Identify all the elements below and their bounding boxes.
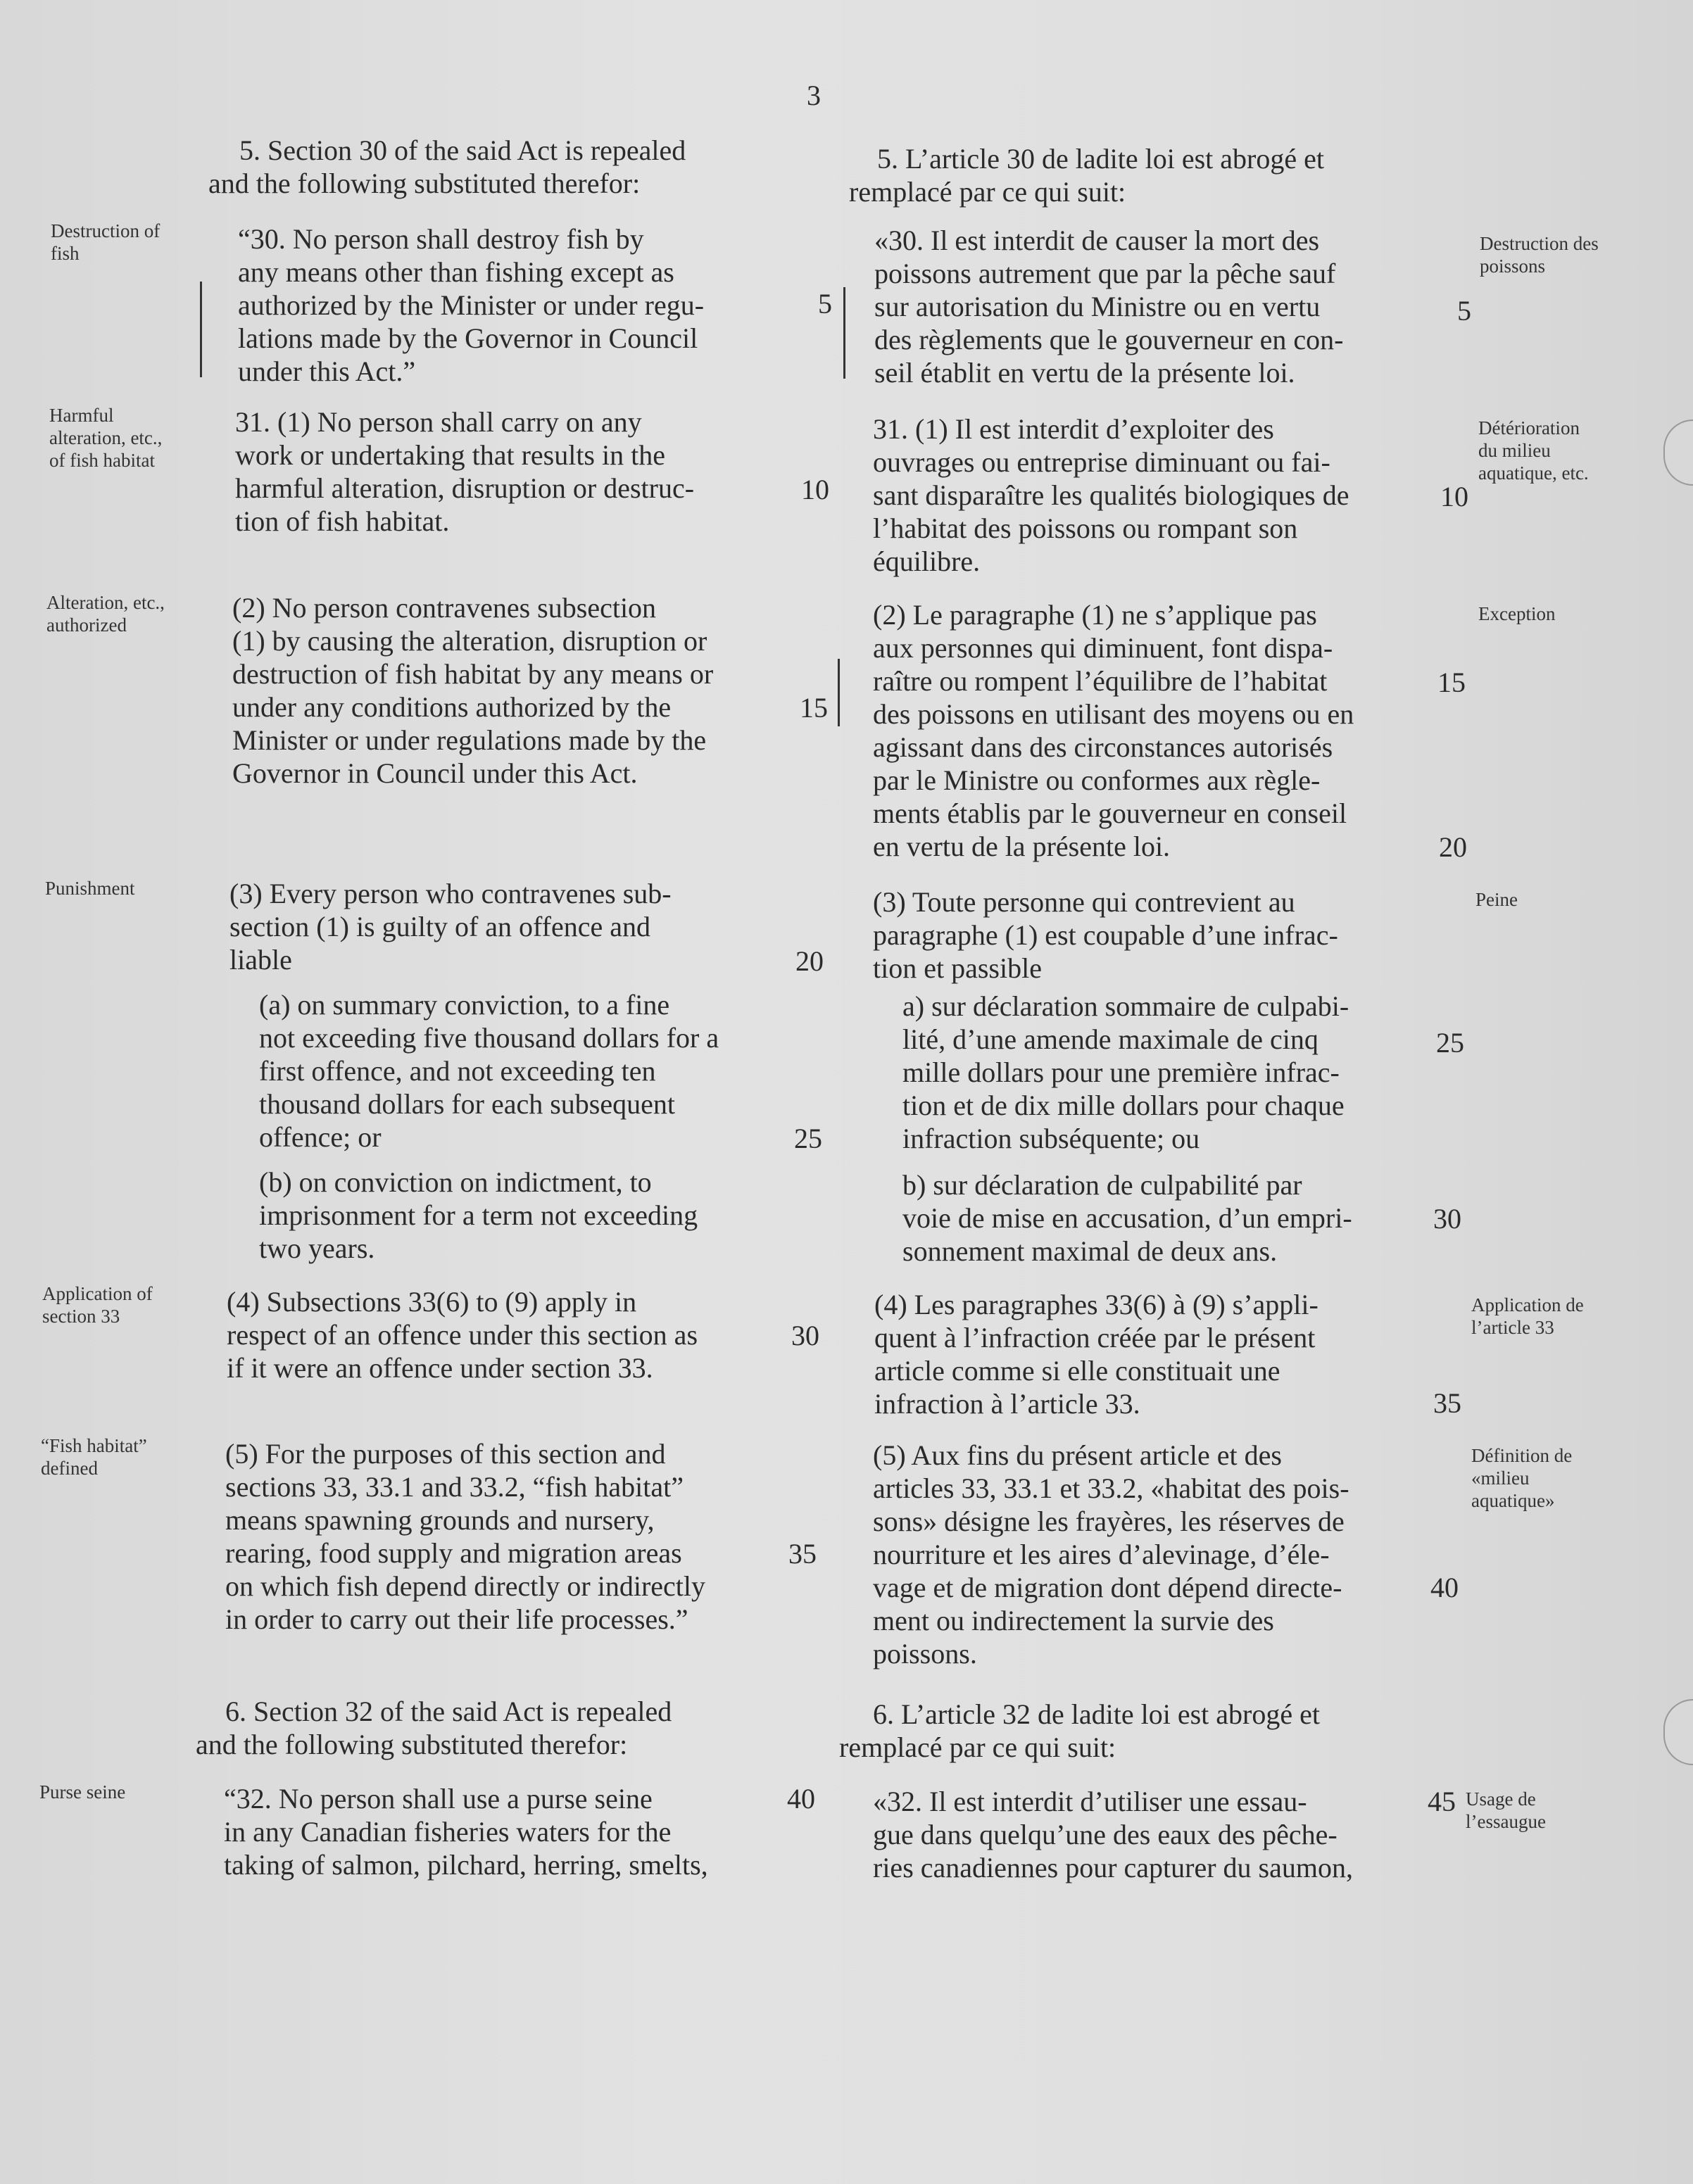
fr-intro-section-5-cont: remplacé par ce qui suit: (849, 176, 1126, 208)
revision-bar (200, 282, 202, 377)
line-number: 25 (794, 1123, 822, 1154)
line-number: 10 (801, 474, 829, 505)
fr-section-31-3b: b) sur déclaration de culpabilité par voie de mise en accusation, d’un empri- sonnement maximal de deux ans. (902, 1169, 1352, 1267)
en-intro-section-5-cont: and the following substituted therefor: (208, 168, 641, 199)
fr-intro-section-5: 5. L’article 30 de ladite loi est abrogé et (877, 143, 1324, 175)
line-number: 5 (1457, 295, 1471, 327)
margin-note-destruction-of-fish: Destruction of fish (51, 220, 161, 264)
line-number: 40 (1430, 1572, 1459, 1603)
fr-section-31-3: (3) Toute personne qui contrevient au paragraphe (1) est coupable d’une infrac- tion et passible (873, 886, 1338, 984)
page-number: 3 (807, 80, 821, 111)
fr-section-30: «30. Il est interdit de causer la mort des poissons autrement que par la pêche sauf sur autorisation du Ministre ou en vertu des règlements que le gouverneur en con- seil établit en vertu de la présente loi. (874, 225, 1344, 389)
en-section-31-3b: (b) on conviction on indictment, to imprisonment for a term not exceeding two years. (259, 1166, 698, 1264)
fr-section-31-1: 31. (1) Il est interdit d’exploiter des ouvrages ou entreprise diminuant ou fai- sant disparaître les qualités biologiques de l’habitat des poissons ou rompant son équilibre. (873, 413, 1349, 577)
margin-note-application-article-33: Application de l’article 33 (1471, 1294, 1584, 1338)
margin-note-deterioration: Détérioration du milieu aquatique, etc. (1478, 417, 1589, 484)
margin-note-usage-essaugue: Usage de l’essaugue (1466, 1788, 1546, 1832)
margin-note-harmful-alteration: Harmful alteration, etc., of fish habitat (49, 405, 163, 471)
margin-note-alteration-authorized: Alteration, etc., authorized (46, 592, 165, 636)
margin-note-fish-habitat-defined: “Fish habitat” defined (41, 1435, 147, 1479)
line-number: 30 (1433, 1203, 1461, 1235)
binder-ring-mark (1663, 1699, 1693, 1765)
en-section-31-3: (3) Every person who contravenes sub- section (1) is guilty of an offence and liable (229, 878, 672, 976)
margin-note-destruction-des-poissons: Destruction des poissons (1480, 233, 1599, 277)
line-number: 20 (795, 945, 824, 977)
revision-bar (838, 659, 840, 726)
margin-note-definition-milieu: Définition de «milieu aquatique» (1471, 1445, 1573, 1511)
line-number: 30 (791, 1320, 819, 1351)
margin-note-purse-seine: Purse seine (39, 1781, 126, 1803)
revision-bar (843, 287, 845, 379)
line-number: 25 (1436, 1027, 1464, 1059)
margin-note-application-of-section-33: Application of section 33 (42, 1283, 153, 1327)
en-section-31-4: (4) Subsections 33(6) to (9) apply in respect of an offence under this section as if it were an offence under section 33. (227, 1286, 698, 1384)
fr-section-31-3a: a) sur déclaration sommaire de culpabi- lité, d’une amende maximale de cinq mille dollars pour une première infrac- tion et de dix mille dollars pour chaque infraction subséquente; ou (902, 990, 1349, 1154)
en-section-30: “30. No person shall destroy fish by any means other than fishing except as authorized by the Minister or under regu- lations made by the Governor in Council under this Act.” (238, 223, 705, 387)
en-section-31-5: (5) For the purposes of this section and sections 33, 33.1 and 33.2, “fish habitat” means spawning grounds and nursery, rearing, food supply and migration areas on which fish depend directly or indirectly in order to carry out their life processes.” (225, 1438, 706, 1635)
line-number: 15 (800, 692, 828, 724)
margin-note-peine: Peine (1475, 889, 1518, 910)
line-number: 40 (787, 1783, 815, 1814)
line-number: 35 (1433, 1387, 1461, 1419)
binder-ring-mark (1663, 419, 1693, 486)
en-intro-section-6-cont: and the following substituted therefor: (196, 1729, 628, 1760)
en-intro-section-6: 6. Section 32 of the said Act is repealed (225, 1696, 672, 1727)
en-section-31-3a: (a) on summary conviction, to a fine not exceeding five thousand dollars for a first offence, and not exceeding ten thousand dollars for each subsequent offence; or (259, 989, 719, 1153)
en-intro-section-5: 5. Section 30 of the said Act is repealed (239, 134, 686, 166)
fr-section-31-2: (2) Le paragraphe (1) ne s’applique pas aux personnes qui diminuent, font dispa- raître ou rompent l’équilibre de l’habitat des poissons en utilisant des moyens ou en agissant dans des circonstances autorisés par le Ministre ou conformes aux règle- ments établis par le gouverneur en conseil en vertu de la présente loi. (873, 599, 1354, 862)
line-number: 15 (1437, 667, 1466, 698)
en-section-31-2: (2) No person contravenes subsection (1) by causing the alteration, disruption or destruction of fish habitat by any means or under any conditions authorized by the Minister or under regulations made by the Governor in Council under this Act. (232, 592, 714, 789)
line-number: 20 (1439, 831, 1467, 863)
line-number: 5 (818, 288, 832, 320)
line-number: 35 (788, 1538, 817, 1570)
en-section-31-1: 31. (1) No person shall carry on any work or undertaking that results in the harmful alteration, disruption or destruc- tion of fish habitat. (235, 406, 695, 537)
line-number: 10 (1440, 481, 1468, 512)
line-number: 45 (1428, 1786, 1456, 1817)
margin-note-exception: Exception (1478, 603, 1556, 624)
fr-section-31-4: (4) Les paragraphes 33(6) à (9) s’appli- quent à l’infraction créée par le présent article comme si elle constituait une infraction à l’article 33. (874, 1289, 1318, 1420)
margin-note-punishment: Punishment (45, 878, 135, 899)
en-section-32: “32. No person shall use a purse seine in any Canadian fisheries waters for the taking of salmon, pilchard, herring, smelts, (224, 1783, 708, 1881)
fr-intro-section-6: 6. L’article 32 de ladite loi est abrogé et (873, 1698, 1320, 1730)
fr-intro-section-6-cont: remplacé par ce qui suit: (839, 1731, 1116, 1763)
fr-section-32: «32. Il est interdit d’utiliser une essau- gue dans quelqu’une des eaux des pêche- ries canadiennes pour capturer du saumon, (873, 1786, 1353, 1883)
fr-section-31-5: (5) Aux fins du présent article et des articles 33, 33.1 et 33.2, «habitat des pois- sons» désigne les frayères, les réserves de nourriture et les aires d’alevinage, d’éle- vage et de migration dont dépend directe- ment ou indirectement la survie des poissons. (873, 1439, 1349, 1669)
